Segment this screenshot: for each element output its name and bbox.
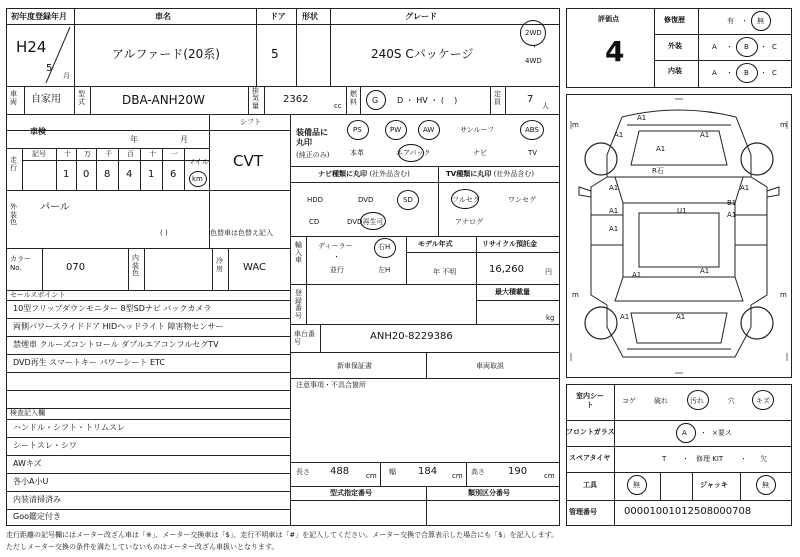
- damage-4: A1: [656, 145, 666, 153]
- import-label: 輸入車: [295, 241, 302, 265]
- equip-tv: TV: [528, 149, 538, 157]
- width-value: 184: [418, 466, 438, 477]
- chassis-label: 車台番号: [294, 330, 315, 347]
- sales-point-1: 10型フリップダウンモニター 8型SDナビ バックカメラ: [13, 304, 212, 313]
- transmission-value: CVT: [233, 152, 263, 170]
- fuel-label: 燃料: [350, 90, 357, 106]
- jack-none: 無: [762, 481, 769, 489]
- reg-no-label: 登録番号: [295, 289, 302, 321]
- mileage-d3: 8: [104, 169, 111, 180]
- mgmt-label: 管理番号: [569, 508, 597, 516]
- unit-kigou: 記号: [32, 150, 46, 158]
- sales-point-2: 両側パワースライドドア HIDヘッドライト 障害物センサー: [13, 322, 224, 331]
- import-rh: 右H: [378, 243, 391, 251]
- footer-note-1: 走行距離の記号欄にはメーター改ざん車は「※」、メーター交換車は「$」、走行不明車は「#」を記入してください。メーター交換で合算表示した場合にも「$」を記入します。: [6, 531, 559, 539]
- sales-point-3: 禁煙車 クルーズコントロール ダブルエアコンフルセグTV: [13, 340, 219, 349]
- model-label: 型式: [78, 90, 85, 106]
- capacity-label: 定員: [494, 90, 501, 106]
- unit-ju: 十: [149, 150, 156, 158]
- color-paren: ( ): [160, 229, 168, 237]
- import-dot: ・: [333, 253, 340, 261]
- chassis-value: ANH20-8229386: [370, 331, 453, 342]
- tools-label: 工具: [583, 481, 597, 489]
- kg-label: kg: [546, 314, 555, 322]
- shaken-year: 年: [130, 135, 138, 144]
- tv-label: TV種類に丸印 (社外品含む): [446, 170, 535, 178]
- grade-label: グレード: [405, 12, 437, 21]
- km-label: km: [192, 175, 203, 183]
- ext-color-label: 外装色: [10, 203, 17, 227]
- mileage-d2: 0: [83, 169, 90, 180]
- glass-repair: ×要ス: [712, 429, 732, 437]
- diagram-m-tl: m: [572, 121, 579, 129]
- drive-2wd: 2WD: [525, 29, 542, 37]
- shaken-month: 月: [180, 135, 188, 144]
- capacity-value: 7: [527, 94, 534, 105]
- tv-oneseg: ワンセグ: [508, 196, 536, 204]
- ext-a: A: [712, 43, 717, 51]
- usage-label: 車両: [10, 90, 17, 106]
- diagram-m-bl: m: [572, 291, 579, 299]
- first-reg-label: 初年度登録年月: [11, 12, 67, 21]
- fuel-g: G: [372, 96, 379, 105]
- damage-7: A1: [740, 184, 750, 192]
- month-label: 月: [63, 72, 70, 80]
- equip-leather: 本革: [350, 149, 364, 157]
- cc-value: 2362: [283, 94, 309, 105]
- equip-pw: PW: [390, 126, 402, 134]
- recycle-label: リサイクル預託金: [482, 240, 538, 248]
- color-note: 色替車は色替え記入: [210, 229, 273, 237]
- mile-label: マイル: [188, 158, 209, 166]
- windshield-label: フロントガラス: [566, 428, 615, 436]
- mgmt-value: 00001001012508000708: [624, 506, 752, 517]
- glass-dot: ・: [700, 429, 707, 437]
- width-label: 幅: [389, 468, 396, 476]
- height-cm: cm: [544, 472, 555, 480]
- shape-label: 形状: [302, 12, 318, 21]
- persons-label: 人: [542, 102, 549, 110]
- equip-label: 装備品に丸印: [296, 128, 328, 147]
- ext-d2: ・: [760, 43, 767, 51]
- repair-none: 無: [757, 17, 764, 25]
- damage-14: A1: [700, 267, 710, 275]
- damage-3: A1: [700, 131, 710, 139]
- seat-scratch: キズ: [756, 397, 770, 405]
- unit-ichi: 一: [171, 150, 178, 158]
- seat-label: 室内シート: [576, 392, 604, 410]
- inspection-note-4: 各小A小U: [13, 477, 49, 486]
- inspection-note-2: シートスレ・シワ: [13, 441, 77, 450]
- inspection-note-1: ハンドル・シフト・トリムスレ: [13, 423, 125, 432]
- max-load-label: 最大積載量: [495, 288, 530, 296]
- tv-analog: アナログ: [455, 218, 483, 226]
- equip-ps: PS: [353, 126, 362, 134]
- import-lh: 左H: [378, 266, 391, 274]
- damage-16: A1: [676, 313, 686, 321]
- type-no-label: 型式指定番号: [330, 489, 372, 497]
- caution-label: 注意事項・不具合箇所: [296, 381, 366, 389]
- jack-label: ジャッキ: [700, 481, 728, 489]
- damage-1: A1: [637, 114, 647, 122]
- shaken-label: 車検: [30, 127, 46, 136]
- new-warranty-label: 新車保証書: [337, 362, 372, 370]
- spare-none: 欠: [760, 455, 767, 463]
- grade-value: 240S Cパッケージ: [371, 47, 474, 61]
- unit-sen: 千: [105, 150, 112, 158]
- displacement-label: 排気量: [252, 87, 259, 110]
- seat-burn: コゲ: [622, 397, 636, 405]
- seat-dirt: 汚れ: [690, 397, 704, 405]
- seat-tear: 破れ: [654, 397, 668, 405]
- car-diagram: [567, 95, 791, 377]
- equip-aw: AW: [423, 126, 435, 134]
- repair-label: 修復歴: [664, 16, 685, 24]
- mileage-d1: 1: [63, 169, 70, 180]
- int-d1: ・: [726, 69, 733, 77]
- tv-fullseg: フルセグ: [452, 196, 480, 204]
- equip-airbag: エアバック: [396, 149, 431, 157]
- spare-label: スペアタイヤ: [569, 454, 611, 462]
- model-value: DBA-ANH20W: [122, 93, 205, 107]
- nav-hdd: HDD: [307, 196, 324, 204]
- diagram-m-br: m: [780, 291, 787, 299]
- mileage-d6: 6: [170, 169, 177, 180]
- manual-label: 車両取説: [476, 362, 504, 370]
- score-label: 評価点: [598, 15, 619, 23]
- drive-4wd: 4WD: [525, 57, 542, 65]
- tools-none: 無: [633, 481, 640, 489]
- doors-value: 5: [271, 47, 279, 61]
- unit-ju-man: 十: [64, 150, 71, 158]
- ext-d1: ・: [726, 43, 733, 51]
- length-value: 488: [330, 466, 350, 477]
- score-value: 4: [605, 35, 625, 68]
- ext-color-value: パール: [40, 202, 70, 213]
- drive-dot: ・: [531, 43, 538, 51]
- color-no-label: カラーNo.: [10, 255, 31, 273]
- inspection-note-3: AWキズ: [13, 459, 42, 468]
- damage-6: A1: [609, 184, 619, 192]
- import-dealer: ディーラー: [318, 242, 353, 250]
- nav-sd: SD: [403, 196, 413, 204]
- class-no-label: 類別区分番号: [468, 489, 510, 497]
- footer-note-2: ただしメーター交換の条件を満たしていないものはメーター改ざん車扱いとなります。: [6, 543, 279, 551]
- sales-point-4: DVD再生 スマートキー パワーシート ETC: [13, 358, 166, 367]
- unit-man: 万: [84, 150, 91, 158]
- mileage-d5: 1: [148, 169, 155, 180]
- era-value: H24: [16, 38, 47, 56]
- ac-value: WAC: [243, 262, 266, 273]
- mileage-d4: 4: [126, 169, 133, 180]
- equip-nav: ナビ: [473, 149, 487, 157]
- glass-a: A: [682, 429, 687, 437]
- nav-dvd: DVD: [358, 196, 374, 204]
- model-year-label: モデル年式: [418, 240, 453, 248]
- height-label: 高さ: [471, 468, 485, 476]
- length-label: 長さ: [296, 468, 310, 476]
- inspection-label: 検査記入欄: [10, 409, 45, 417]
- mileage-label: 走行: [10, 156, 17, 172]
- nav-dvd-play: DVD再生可: [347, 218, 384, 226]
- import-parallel: 並行: [330, 266, 344, 274]
- spare-t: T: [662, 455, 667, 463]
- ext-b: B: [744, 43, 749, 51]
- damage-5: R石: [652, 167, 664, 175]
- int-b: B: [744, 69, 749, 77]
- spare-kit: 修理 KIT: [696, 455, 724, 463]
- int-c: C: [772, 69, 777, 77]
- fuel-d: D ・ HV ・ ( ): [397, 96, 458, 105]
- damage-13: A1: [632, 271, 642, 279]
- damage-2: A1: [614, 131, 624, 139]
- nav-label: ナビ種類に丸印 (社外品含む): [318, 170, 410, 178]
- equip-abs: ABS: [525, 126, 539, 134]
- damage-12: A1: [727, 211, 737, 219]
- diagram-m-tr: m: [780, 121, 787, 129]
- unit-hyaku: 百: [127, 150, 134, 158]
- car-name-value: アルファード(20系): [112, 47, 220, 61]
- inspection-note-5: 内装清掃済み: [13, 495, 61, 504]
- damage-11: A1: [609, 225, 619, 233]
- car-name-label: 車名: [155, 12, 171, 21]
- damage-9: U1: [677, 207, 687, 215]
- interior-label: 内装: [668, 67, 682, 75]
- repair-yes: 有: [727, 17, 734, 25]
- model-year-value: 年 不明: [433, 268, 457, 276]
- recycle-value: 16,260: [489, 264, 524, 275]
- shift-label: シフト: [240, 118, 261, 126]
- damage-8: A1: [609, 207, 619, 215]
- equip-sunroof: サンルーフ: [460, 126, 495, 134]
- ac-label: 冷房: [216, 257, 223, 273]
- int-color-label: 内装色: [132, 254, 139, 278]
- spare-d2: ・: [740, 455, 747, 463]
- spare-d1: ・: [682, 455, 689, 463]
- width-cm: cm: [452, 472, 463, 480]
- damage-15: A1: [620, 313, 630, 321]
- repair-dot: ・: [741, 17, 748, 25]
- exterior-label: 外装: [668, 42, 682, 50]
- color-no-value: 070: [66, 262, 86, 273]
- door-label: ドア: [270, 12, 286, 21]
- int-d2: ・: [760, 69, 767, 77]
- month-value: 5: [46, 63, 53, 74]
- height-value: 190: [508, 466, 528, 477]
- nav-cd: CD: [309, 218, 320, 226]
- int-a: A: [712, 69, 717, 77]
- inspection-note-6: Goo鑑定付き: [13, 512, 61, 521]
- sales-point-label: セールスポイント: [10, 291, 66, 299]
- usage-value: 自家用: [31, 94, 61, 105]
- length-cm: cm: [366, 472, 377, 480]
- yen-label: 円: [545, 268, 552, 276]
- cc-unit: cc: [334, 102, 342, 110]
- equip-sub: (純正のみ): [296, 151, 330, 159]
- ext-c: C: [772, 43, 777, 51]
- damage-10: B1: [727, 199, 737, 207]
- seat-hole: 穴: [728, 397, 735, 405]
